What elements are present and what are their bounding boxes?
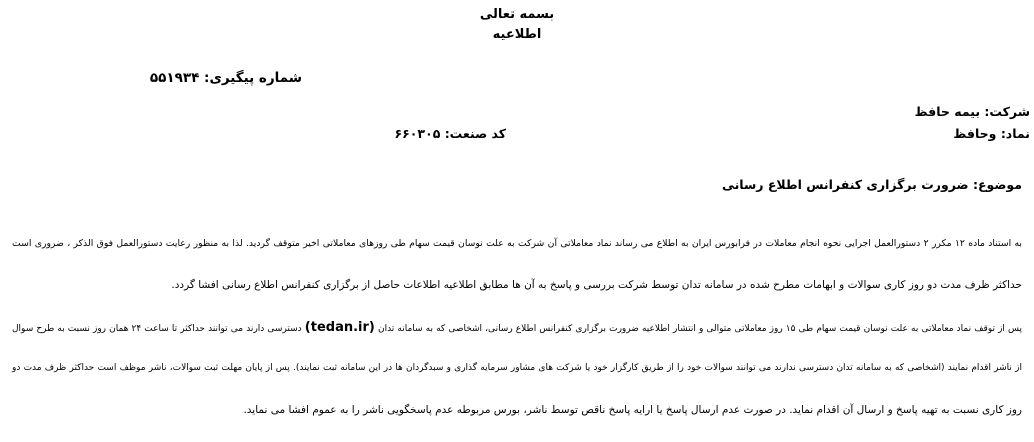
industry-code-value: ۶۶۰۳۰۵ [394, 126, 441, 141]
symbol-value: وحافظ [953, 126, 997, 141]
tracking-number [150, 70, 302, 86]
symbol-row [953, 126, 1030, 141]
tedan-link[interactable]: (tedan.ir) [304, 320, 375, 335]
company-name-value: بیمه حافظ [914, 104, 981, 119]
paragraph-2-line-1-part-1: پس از توقف نماد معاملاتی به علت نوسان قیمت سهام طی ۱۵ روز معاملاتی متوالی و انتشار اطلاعیه ضرورت برگزاری کنفرانس اطلاع رسانی، اشخاصی که به سامانه تدان [377, 324, 1022, 334]
announcement-title: اطلاعیه [492, 27, 542, 42]
paragraph-2-line-1-part-2: دسترسی دارند می توانند حداکثر تا ساعت ۲۴ همان روز نسبت به طرح سوال [12, 324, 302, 334]
subject-row [722, 177, 1022, 192]
basmala-heading: بسمه تعالی [479, 7, 555, 22]
industry-code-label: کد صنعت: [444, 126, 506, 141]
subject-value: ضرورت برگزاری کنفرانس اطلاع رسانی [721, 177, 969, 192]
industry-code-row [395, 126, 506, 141]
tracking-label: شماره پیگیری: [204, 70, 302, 86]
paragraph-2-line-1 [12, 320, 1022, 335]
tracking-value: ۵۵۱۹۳۴ [149, 70, 200, 86]
paragraph-2-line-2: از ناشر اقدام نمایند (اشخاصی که به سامانه تدان دسترسی ندارند می توانند سوالات خود را از طریق کارگزار خود یا شرکت های مشاور سرمایه گذاری و سبدگردان ها در این سامانه ثبت نمایند). پس از پایان مهلت ثبت سوالات، ناشر موظف است حداکثر ظرف مدت دو [12, 363, 1022, 373]
subject-label: موضوع: [972, 177, 1022, 192]
paragraph-2-line-3: روز کاری نسبت به تهیه پاسخ و ارسال آن اقدام نماید. در صورت عدم ارسال پاسخ یا ارایه پاسخ ناقص توسط ناشر، بورس مربوطه عدم پاسخگویی ناشر را به عموم افشا می نماید. [243, 404, 1022, 416]
company-name-row [915, 104, 1030, 119]
paragraph-1-line-1: به استناد ماده ۱۲ مکرر ۲ دستورالعمل اجرایی نحوه انجام معاملات در فرابورس ایران به اطلاع می رساند نماد معاملاتی آن شرکت به علت نوسان قیمت سهام طی روزهای معاملاتی اخیر متوقف گردید. لذا به منظور رعایت دستورالعمل فوق الذکر ، ضروری است [12, 238, 1023, 249]
company-name-label: شرکت: [984, 104, 1030, 119]
paragraph-1-line-2: حداکثر ظرف مدت دو روز کاری سوالات و ابهامات مطرح شده در سامانه تدان توسط شرکت بررسی و پاسخ به آن ها مطابق اطلاعیه اطلاعات حاصل از برگزاری کنفرانس اطلاع رسانی افشا گردد. [171, 279, 1022, 291]
symbol-label: نماد: [1000, 126, 1030, 141]
